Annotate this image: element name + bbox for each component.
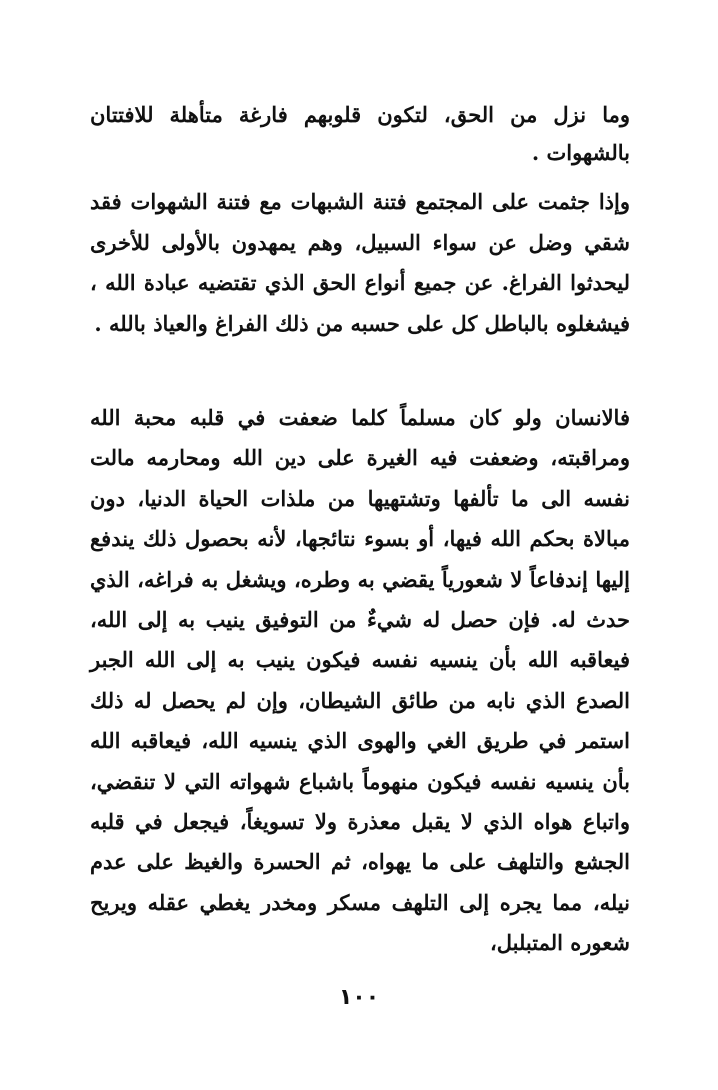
page-number: ١٠٠ (338, 985, 380, 1010)
paragraph-2: وإذا جثمت على المجتمع فتنة الشبهات مع فتنة الشهوات فقد شقي وضل عن سواء السبيل، وهم يمهدون بالأولى للأخرى ليحدثوا الفراغ. عن جميع أنواع الحق الذي تقتضيه عبادة الله ، فيشغلوه بالباطل كل على حسبه من ذلك الفراغ والعياذ بالله . (90, 189, 630, 336)
paragraph-2-block (90, 182, 630, 344)
paragraph-1-block (90, 96, 630, 172)
paragraph-1: وما نزل من الحق، لتكون قلوبهم فارغة متأهلة للافتتان بالشهوات . (90, 102, 630, 165)
paragraph-3: فالانسان ولو كان مسلماً كلما ضعفت في قلبه محبة الله ومراقبته، وضعفت فيه الغيرة على دين الله ومحارمه مالت نفسه الى ما تألفها وتشتهيها من ملذات الحياة الدنيا، دون مبالاة بحكم الله فيها، أو بسوء نتائجها، لأنه بحصول ذلك يندفع إليها إندفاعاً لا شعورياً يقضي به وطره، ويشغل به فراغه، الذي حدث له. فإن حصل له شيءٌ من التوفيق ينيب به إلى الله، فيعاقبه الله بأن ينسيه نفسه فيكون ينيب به إلى الله الجبر الصدع الذي نابه من طائق الشيطان، وإن لم يحصل له ذلك استمر في طريق الغي والهوى الذي ينسيه الله، فيعاقبه الله بأن ينسيه نفسه فيكون منهوماً باشباع شهواته التي لا تنقضي، واتباع هواه الذي لا يقبل معذرة ولا تسويغاً، فيجعل في قلبه الجشع والتلهف على ما يهواه، ثم الحسرة والغيظ على عدم نيله، مما يجره إلى التلهف مسكر ومخدر يغطي عقله ويريح شعوره المتبلبل، (90, 405, 630, 956)
paragraph-3-block (90, 398, 630, 964)
